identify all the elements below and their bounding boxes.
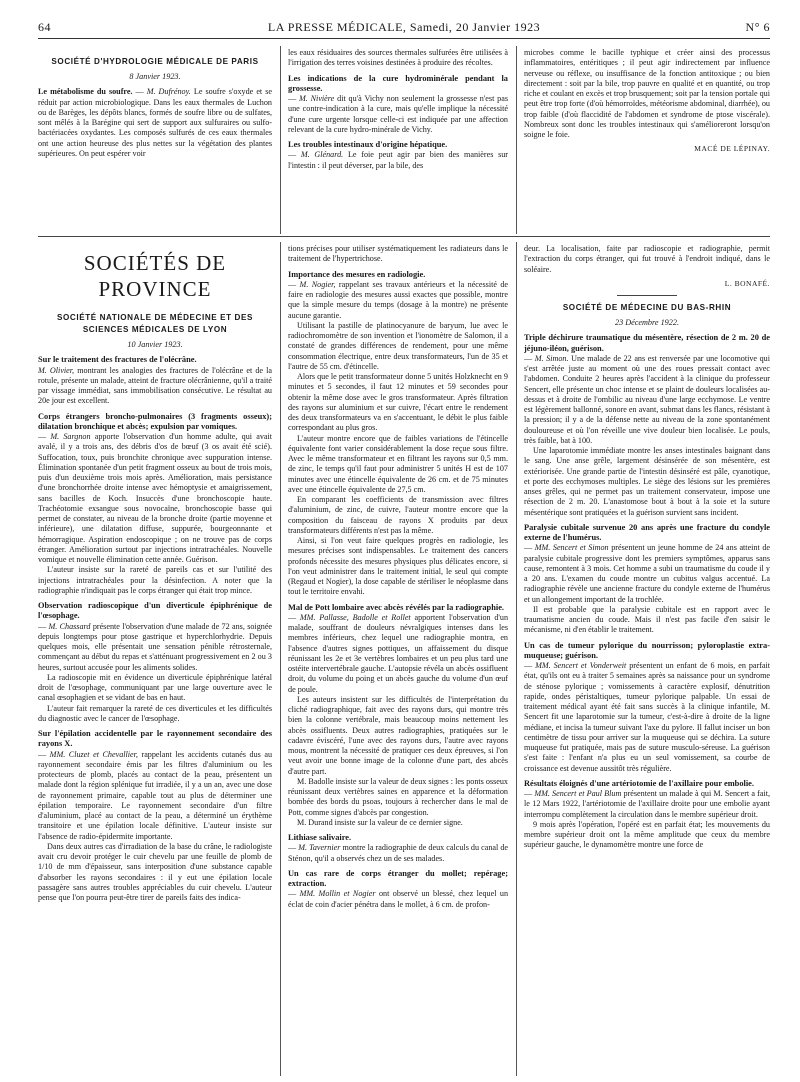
- article-paragraph: — M. Tavernier montre la radiographie de deux calculs du canal de Sténon, qu'il a observés chez un de ses malades.: [288, 843, 508, 863]
- article-text: En comparant les coefficients de transmission avec filtres d'aluminium, de zinc, de cuivre, l'auteur montre encore que la composition du faisceau de rayons X produits par deux transformateurs différents n'est pas la même.: [288, 495, 508, 535]
- article-author: MM. Cluzet et Chevallier,: [49, 749, 138, 759]
- article-text: apportent l'observation d'un malade, souffrant de douleurs névralgiques intenses dans les membres inférieurs, chez lequel une radiographie montra, en l'absence d'autres signes pottiques, un affaissement du disque réunissant les 2e et 3e vertèbres lombaires et un peu plus tard une ostéite intervertébrale gauche. L'autopsie révéla un abcès ossifluent droit, du volume du poing et un abcès gauche du volume d'un œuf de poule.: [288, 612, 508, 694]
- article-author: MM. Sencert et Paul Blum: [534, 789, 622, 798]
- article-text: Dans deux autres cas d'irradiation de la base du crâne, le radiologiste avait cru devoir protéger le cuir chevelu par une feuille de plomb de 1/10 de mm d'épaisseur, sans interposition d'une substance capable d'absorber les rayons secondaires : il y eut une épilation locale passagère sans autres troubles appréciables du cuir chevelu. L'auteur pense que l'on pourra peut-être tirer de pareils faits des indica-: [38, 841, 272, 902]
- session-date: 23 Décembre 1922.: [614, 318, 680, 327]
- journal-title: LA PRESSE MÉDICALE, Samedi, 20 Janvier 1923: [267, 20, 541, 34]
- article-title: Lithiase salivaire.: [288, 833, 352, 842]
- article-text: deur. La localisation, faite par radioscopie et radiographie, permit l'extraction du corps étranger, qui fut trouvé à l'endroit indiqué, dans le soléaire.: [524, 244, 770, 274]
- article-text: L'auteur fait remarquer la rareté de ces diverticules et les difficultés du diagnostic avec le cancer de l'œsophage.: [38, 703, 272, 723]
- top-right-column: [524, 48, 770, 234]
- article-text: Les auteurs insistent sur les difficultés de l'interprétation du cliché radiographique, fait avec des rayons durs, qui montre très bien la colonne vertébrale, mais beaucoup moins nettement les abcès ossifluents. Deux autres radiographies, pratiquées sur le cadavre éviscéré, l'une avec des rayons durs, l'autre avec rayons mous, montrent la nécessité de pratiquer ces deux épreuves, si l'on veut avoir une bonne image de la colonne d'une part, des abcès d'autre part.: [288, 694, 508, 776]
- article-title: Importance des mesures en radiologie.: [288, 269, 426, 279]
- top-middle-column: [288, 48, 508, 234]
- signature: L. BONAFÉ.: [724, 278, 770, 288]
- article-paragraph: — M. Glénard. Le foie peut agir par bien des manières sur l'intestin : il peut déverser, par la bile, des: [288, 150, 508, 170]
- article-paragraph: — M. Nivière dit qu'à Vichy non seulement la grossesse n'est pas une contre-indication à la cure, mais qu'elle implique la nécessité d'une cure urgente lorsque celle-ci est indiquée par une affection relevant de la cure hydro-minérale de Vichy.: [288, 94, 508, 134]
- article-author: M. Nogier,: [299, 279, 336, 289]
- article-text: M. Badolle insiste sur la valeur de deux signes : les ponts osseux réunissant deux vertèbres saines en apparence et la déformation bombée des bords du psoas, toujours à rechercher dans le mal de Pott, comme signes d'abcès par congestion.: [288, 776, 508, 817]
- article-author: MM. Sencert et Vonderweit: [535, 661, 627, 670]
- article-title: Corps étrangers broncho-pulmonaires (3 fragments osseux); dilatation bronchique et abcès; expulsion par vomiques.: [38, 411, 272, 431]
- separator: [617, 295, 677, 296]
- article-paragraph: — MM. Pallasse, Badolle et Rollet apportent l'observation d'un malade, souffrant de douleurs névralgiques intenses dans les membres inférieurs, chez lequel une radiographie montra, en l'absence d'autres signes pottiques, un affaissement du disque réunissant les 2e et 3e vertèbres lombaires et un peu plus tard une ostéite intervertébrale gauche. L'autopsie révéla un abcès ossifluent droit, du volume du poing et un abcès gauche du volume d'un œuf de poule.: [288, 612, 508, 694]
- section-title: SOCIÉTÉS DE PROVINCE: [83, 251, 227, 301]
- article-text: présentent un enfant de 6 mois, en parfait état, qu'ils ont eu à traiter 5 semaines après sa naissance pour un syndrome de sténose pylorique ; vomissements à caractère explosif, dénutrition rapide, ondes péristaltiques, tumeur pylorique palpable. Un essai de traitement médical ayant été fait sans succès à la clinique infantile, M. Sencert fit une laparotomie sur la tumeur, c'est-à-dire à droite de la ligne médiane, et incisa la tumeur suivant l'axe du pylore. Il fallut inciser un bon centimètre de tissu pour arriver sur la muqueuse qui se déchira. La suture muqueuse fut pratiquée, mais pas de suture musculo-séreuse. La guérison s'est faite : l'enfant n'a plus eu un seul vomissement, sa courbe de croissance est devenue aussitôt très régulière.: [524, 661, 770, 773]
- society-heading: SOCIÉTÉ DE MÉDECINE DU BAS-RHIN: [562, 303, 732, 312]
- article-text: Il est probable que la paralysie cubitale est en rapport avec le traumatisme ancien du coude. Mais il n'est pas facile d'en saisir le mécanisme, ni d'en établir le traitement.: [524, 604, 770, 635]
- article-author: MM. Mollin et Nogier: [299, 889, 376, 899]
- page-number: 64: [38, 20, 51, 34]
- column-rule: [516, 46, 517, 234]
- article-paragraph: — MM. Sencert et Paul Blum présentent un malade à qui M. Sencert a fait, le 12 Mars 1922, l'artériotomie de l'axillaire droite pour une embolie ayant interrompu complètement la circulation dans le membre supérieur droit.: [524, 789, 770, 819]
- article-paragraph: — MM. Sencert et Vonderweit présentent un enfant de 6 mois, en parfait état, qu'ils ont eu à traiter 5 semaines après sa naissance pour un syndrome de sténose pylorique ; vomissements à caractère explosif, dénutrition rapide, ondes péristaltiques, tumeur pylorique palpable. Un essai de traitement médical ayant été fait sans succès à la clinique infantile, M. Sencert fit une laparotomie sur la tumeur, c'est-à-dire à droite de la ligne médiane, et incisa la tumeur suivant l'axe du pylore. Il fallut inciser un bon centimètre de tissu pour arriver sur la muqueuse qui se déchira. La suture muqueuse fut pratiquée, mais pas de suture musculo-séreuse. La guérison s'est faite : l'enfant n'a plus eu un seul vomissement, sa courbe de croissance est devenue aussitôt très régulière.: [524, 661, 770, 773]
- article-author: MM. Pallasse, Badolle et Rollet: [299, 612, 411, 622]
- article-title: Sur le traitement des fractures de l'olécrâne.: [38, 355, 197, 365]
- article-author: MM. Sencert et Simon: [534, 543, 609, 553]
- article-title: Sur l'épilation accidentelle par le rayonnement secondaire des rayons X.: [38, 729, 272, 749]
- column-rule: [280, 242, 281, 1076]
- article-text: M. Durand insiste sur la valeur de ce dernier signe.: [297, 817, 463, 827]
- society-heading: SOCIÉTÉ D'HYDROLOGIE MÉDICALE DE PARIS: [51, 57, 259, 66]
- article-title: Un cas rare de corps étranger du mollet; repérage; extraction.: [288, 868, 508, 888]
- article-title: Résultats éloignés d'une artériotomie de l'axillaire pour embolie.: [524, 778, 754, 788]
- article-text: les eaux résiduaires des sources thermales sulfurées être utilisées à l'irrigation des terres voisines destinées à produire des récoltes.: [288, 48, 508, 68]
- article-text: ont observé un blessé, chez lequel un éclat de coin d'acier pénétra dans le mollet, à 6 cm. de profon-: [288, 889, 508, 909]
- article-text: présentent un malade à qui M. Sencert a fait, le 12 Mars 1922, l'artériotomie de l'axillaire droite pour une embolie ayant interrompu complètement la circulation dans le membre supérieur droit.: [524, 789, 770, 819]
- article-title: Les indications de la cure hydrominérale pendant la grossesse.: [288, 73, 508, 93]
- article-text: Utilisant la pastille de platinocyanure de baryum, lue avec le radiochromomètre de son invention et l'ionomètre de Salomon, il a constaté de grandes différences de rendement, pour une même consommation électrique, entre deux transformateurs, l'un de 35 et l'autre de 55 cm. d'étincelle.: [288, 320, 508, 371]
- article-title: Les troubles intestinaux d'origine hépatique.: [288, 140, 448, 149]
- article-paragraph: — M. Nogier, rappelant ses travaux antérieurs et la nécessité de faire en radiologie des mesures aussi exactes que possible, montre que la simple mesure du temps (dosage à la montre) ne présente aucune garantie.: [288, 279, 508, 320]
- top-left-column: [38, 48, 272, 234]
- article-text: 9 mois après l'opération, l'opéré est en parfait état; les mouvements du membre supérieur droit ont la même amplitude que ceux du membre supérieur gauche, le dynamomètre montre une force de: [524, 819, 770, 850]
- column-3: [524, 244, 770, 1076]
- article-title: Mal de Pott lombaire avec abcès révélés par la radiographie.: [288, 602, 505, 612]
- article-paragraph: — MM. Cluzet et Chevallier, rappelant les accidents cutanés dus au rayonnement secondaire émis par les filtres d'aluminium ou les protecteurs de plomb, placés au contact de la peau, présentent un malade dont la région splénique fut irradiée, il y a un an, avec une dose de rayonnement primaire, capable tout au plus de déterminer une épilation temporaire. Le rayonnement secondaire d'un filtre d'aluminium, placé au contact de la peau, a déterminé un érythème transitoire et une épilation locale définitive. L'auteur insiste sur l'absence de radio-épidermite importante.: [38, 749, 272, 841]
- article-title: Paralysie cubitale survenue 20 ans après une fracture du condyle externe de l'humérus.: [524, 522, 770, 542]
- session-date: 8 Janvier 1923.: [129, 72, 181, 81]
- article-paragraph: — MM. Sencert et Simon présentent un jeune homme de 24 ans atteint de paralysie cubitale progressive dont les premiers symptômes, apparus sans cause, remontent à 3 mois. Cet homme a subi un traumatisme du coude il y a 20 ans. L'examen du coude montre un cubitus valgus accentué. La radiographie révèle une ancienne fracture du condyle externe de l'humérus et un allongement important de la trochlée.: [524, 543, 770, 604]
- article-text: Ainsi, si l'on veut faire quelques progrès en radiologie, les mesures précises sont indispensables. Le traitement des cancers profonds nécessite des mesures physiques plus délicates encore, si l'on veut administrer dans le traitement initial, le seul qui compte (Regaud et Nogier), la dose capable de stériliser le néoplasme dans tout le territoire envahi.: [288, 536, 508, 597]
- article-title: Observation radioscopique d'un diverticule épiphrénique de l'œsophage.: [38, 601, 272, 621]
- session-date: 10 Janvier 1923.: [127, 340, 183, 349]
- article-author: M. Sargnon: [50, 432, 91, 441]
- article-text: présentent un jeune homme de 24 ans atteint de paralysie cubitale progressive dont les premiers symptômes, apparus sans cause, remontent à 3 mois. Cet homme a subi un traumatisme du coude il y a 20 ans. L'examen du coude montre un cubitus valgus accentué. La radiographie révèle une ancienne fracture du condyle externe de l'humérus et un allongement important de la trochlée.: [524, 543, 770, 604]
- article-paragraph: — M. Chassard présente l'observation d'une malade de 72 ans, soignée depuis longtemps pour ptose gastrique et hyperchlorhydrie. Depuis quelques mois, elle présentait une sensation pénible rétrosternale, commençant au début du repas et s'atténuant progressivement en 2 ou 3 heures, surtout accusée pour les aliments solides.: [38, 621, 272, 672]
- article-text: rappelant les accidents cutanés dus au rayonnement secondaire émis par les filtres d'aluminium ou les protecteurs de plomb, placés au contact de la peau, présentent un malade dont la région splénique fut irradiée, il y a un an, avec une dose de rayonnement primaire, capable tout au plus de déterminer une épilation temporaire. Le rayonnement secondaire d'un filtre d'aluminium, placé au contact de la peau, a déterminé un érythème transitoire et une épilation locale définitive. L'auteur insiste sur l'absence de radio-épidermite importante.: [38, 749, 272, 841]
- article-text: L'auteur insiste sur la rareté de pareils cas et sur l'utilité des injections intratrachéales pour la désinfection. A noter que la radiographie n'indiquait pas le corps étranger qui était trop mince.: [38, 565, 272, 595]
- article-text: dit qu'à Vichy non seulement la grossesse n'est pas une contre-indication à la cure, mais qu'elle implique la nécessité d'une cure urgente lorsque celle-ci est indiquée par une affection relevant de la cure hydro-minérale de Vichy.: [288, 94, 508, 134]
- article-title: Un cas de tumeur pylorique du nourrisson; pyloroplastie extra-muqueuse; guérison.: [524, 640, 770, 660]
- article-text: Alors que le petit transformateur donne 5 unités Holzknecht en 9 minutes et 5 secondes, il faut 12 minutes et 59 secondes pour obtenir la même dose avec le gros transformateur. Après filtration des rayons sur aluminium et sur cuivre, l'écart entre le rendement des deux transformateurs va en s'accentuant, le débit le plus faible correspondant au plus gros.: [288, 372, 508, 433]
- article-paragraph: Le métabolisme du soufre. — M. Dufrénoy. Le soufre s'oxyde et se réduit par action microbiologique. Dans les eaux thermales de Luchon ou de Barèges, les dépôts blancs, formés de soufre libre ou de sulfates, sont mêlés à la Barégine qui sert de support aux sulfuraires ou sulfo-bactériacées oxydantes. Les composés sulfurés de ces eaux thermales ont une action heureuse des plus nettes sur la végétation des plantes supérieures. On peut espérer voir: [38, 87, 272, 158]
- article-paragraph: — M. Simon. Une malade de 22 ans est renversée par une locomotive qui s'est arrêtée juste au moment où une des roues pressait contact avec l'abdomen. Conduite 2 heures après l'accident à la clinique du professeur Sencert, elle présente un choc intense et se plaint de douleurs localisées au-dessus et à droite de l'ombilic au niveau d'une large ecchymose. Le ventre est légèrement ballonné, sonore en avant, submat dans les flancs, résistant à la pression; il y a de la défense nette au niveau de la zone spontanément douloureuse et où l'on réveille une vive douleur bien localisée. Le pouls, très faible, bat à 100.: [524, 353, 770, 445]
- article-text: tions précises pour utiliser systématiquement les radiateurs dans le traitement de l'hypertrichose.: [288, 244, 508, 264]
- article-author: M. Simon.: [534, 353, 569, 363]
- article-text: rappelant ses travaux antérieurs et la nécessité de faire en radiologie des mesures aussi exactes que possible, montre que la simple mesure du temps (dosage à la montre) ne présente aucune garantie.: [288, 279, 508, 320]
- column-rule: [280, 46, 281, 234]
- article-text: Une malade de 22 ans est renversée par une locomotive qui s'est arrêtée juste au moment où une des roues pressait contact avec l'abdomen. Conduite 2 heures après l'accident à la clinique du professeur Sencert, elle présente un choc intense et se plaint de douleurs localisées au-dessus et à droite de l'ombilic au niveau d'une large ecchymose. Le ventre est légèrement ballonné, sonore en avant, submat dans les flancs, résistant à la pression; il y a de la défense nette au niveau de la zone spontanément douloureuse et où l'on réveille une vive douleur bien localisée. Le pouls, très faible, bat à 100.: [524, 353, 770, 445]
- article-text: montre la radiographie de deux calculs du canal de Sténon, qu'il a observés chez un de ses malades.: [288, 843, 508, 863]
- article-text: présente l'observation d'une malade de 72 ans, soignée depuis longtemps pour ptose gastrique et hyperchlorhydrie. Depuis quelques mois, elle présentait une sensation pénible rétrosternale, commençant au début du repas et s'atténuant progressivement en 2 ou 3 heures, surtout accusée pour les aliments solides.: [38, 621, 272, 672]
- article-author: M. Tavernier: [298, 843, 341, 853]
- article-text: Le soufre s'oxyde et se réduit par action microbiologique. Dans les eaux thermales de Luchon ou de Barèges, les dépôts blancs, formés de soufre libre ou de sulfates, sont mêlés à la Barégine qui sert de support aux sulfuraires ou sulfo-bactériacées oxydantes. Les composés sulfurés de ces eaux thermales ont une action heureuse des plus nettes sur la végétation des plantes supérieures. On peut espérer voir: [38, 87, 272, 158]
- signature: MACÉ DE LÉPINAY.: [694, 144, 770, 154]
- article-text: microbes comme le bacille typhique et créer ainsi des processus inflammatoires, entéritiques ; il peut agir indirectement par influence nerveuse ou réflexe, ou insuffisance de la fonction antitoxique ; ou bien directement : soit par la bile, trop pauvre en qualité et en quantité, ou trop riche et coulant en excès et trop brusquement; soit par la tension portale qui peut être trop forte (d'où hémorroïdes, météorisme abdominal, diarrhée), ou trop faible (d'où flaccidité de l'abdomen et syndrome de ptose viscérale). Nombreux sont donc les troubles intestinaux qui s'amélioreront lorsqu'on soigne le foie.: [524, 48, 770, 139]
- article-text: apporte l'observation d'un homme adulte, qui avait avalé, il y a trois ans, des débris d'os de bœuf (3 os avait été scié). Suffocation, toux, puis bronchite chronique avec suppuration intense. Élimination spontanée d'un petit fragment osseux au bout de trois mois, puis d'un deuxième trois mois après. Amélioration, mais persistance d'une bronchorrhée droite intense avec hémoptysie et amaigrissement, sans bacilles de Koch. Insuccès d'une bronchoscopie haute. Trachéotomie exsangue sous novocaïne, bronchoscopie basse qui permet de constater, au niveau de la bronche droite (partie moyenne et inférieure), une dilatation diffuse, suppurée, bourgeonnante et hémorragique. Aspiration endoscopique ; on ne trouve pas de corps étranger. Amélioration surtout par injections intratrachéales. Nouvelle vomique et nouvelle élimination cette année. Guérison.: [38, 432, 272, 564]
- band-rule: [38, 236, 770, 237]
- article-text: montrant les analogies des fractures de l'olécrâne et de la rotule, présente un malade, atteint de fracture olécrânienne, qu'il a traité par vissage immédiat, sans immobilisation consécutive. Le résultat au 20e jour est excellent.: [38, 365, 272, 406]
- article-author: M. Dufrénoy.: [146, 87, 191, 97]
- article-title: Triple déchirure traumatique du mésentère, résection de 2 m. 20 de jéjuno-iléon, guérison.: [524, 333, 770, 353]
- society-heading: SOCIÉTÉ NATIONALE DE MÉDECINE ET DES SCIENCES MÉDICALES DE LYON: [57, 313, 253, 334]
- column-1: [38, 244, 272, 1076]
- article-title: Le métabolisme du soufre.: [38, 87, 133, 97]
- article-paragraph: — M. Sargnon apporte l'observation d'un homme adulte, qui avait avalé, il y a trois ans, des débris d'os de bœuf (3 os avait été scié). Suffocation, toux, puis bronchite chronique avec suppuration intense. Élimination spontanée d'un petit fragment osseux au bout de trois mois, puis d'un deuxième trois mois après. Amélioration, mais persistance d'une bronchorrhée droite intense avec hémoptysie et amaigrissement, sans bacilles de Koch. Insuccès d'une bronchoscopie haute. Trachéotomie exsangue sous novocaïne, bronchoscopie basse qui permet de constater, au niveau de la bronche droite (partie moyenne et inférieure), une dilatation diffuse, suppurée, bourgeonnante et hémorragique. Aspiration endoscopique ; on ne trouve pas de corps étranger. Amélioration surtout par injections intratrachéales. Nouvelle vomique et nouvelle élimination cette année. Guérison.: [38, 432, 272, 564]
- page-header: [38, 20, 770, 39]
- article-paragraph: — MM. Mollin et Nogier ont observé un blessé, chez lequel un éclat de coin d'acier pénétra dans le mollet, à 6 cm. de profon-: [288, 889, 508, 909]
- issue-number: N° 6: [745, 20, 770, 34]
- article-text: La radioscopie mit en évidence un diverticule épiphrénique latéral droit de l'œsophage, communiquant par une large ouverture avec le canal œsophagien et se vidant de bas en haut.: [38, 672, 272, 703]
- article-author: M. Olivier,: [38, 365, 75, 375]
- column-2: [288, 244, 508, 1076]
- article-text: Une laparotomie immédiate montre les anses intestinales baignant dans le sang. Une anse grêle, largement désinsérée de son mésentère, est extériorisée. Une grande partie de l'intestin désinséré est pâle, cyanotique, et porte des ecchymoses multiples. Le siège des lésions sur les premières anses grêles, qui ne permet pas un traitement conservateur, impose une résection de 2 m. 20. L'anastomose bout à bout à la soie et la suture mésentérique sont pratiquées et la guérison survient sans incident.: [524, 446, 770, 517]
- article-author: M. Nivière: [298, 94, 335, 103]
- article-text: Le foie peut agir par bien des manières sur l'intestin : il peut déverser, par la bile, des: [288, 150, 508, 170]
- article-author: M. Chassard: [48, 621, 91, 631]
- article-author: M. Glénard.: [300, 150, 344, 160]
- column-rule: [516, 242, 517, 1076]
- article-text: L'auteur montre encore que de faibles variations de l'étincelle équivalente font varier considérablement la dose reçue sous filtre. Avec le même transformateur et en filtrant les rayons sur 0,5 mm. de zinc, le temps qu'il faut pour administrer 5 unités H est de 107 minutes avec une étincelle équivalente de 26 cm. et de 75 minutes avec une étincelle équivalente de 27,5 cm.: [288, 433, 508, 494]
- article-paragraph: [38, 366, 272, 407]
